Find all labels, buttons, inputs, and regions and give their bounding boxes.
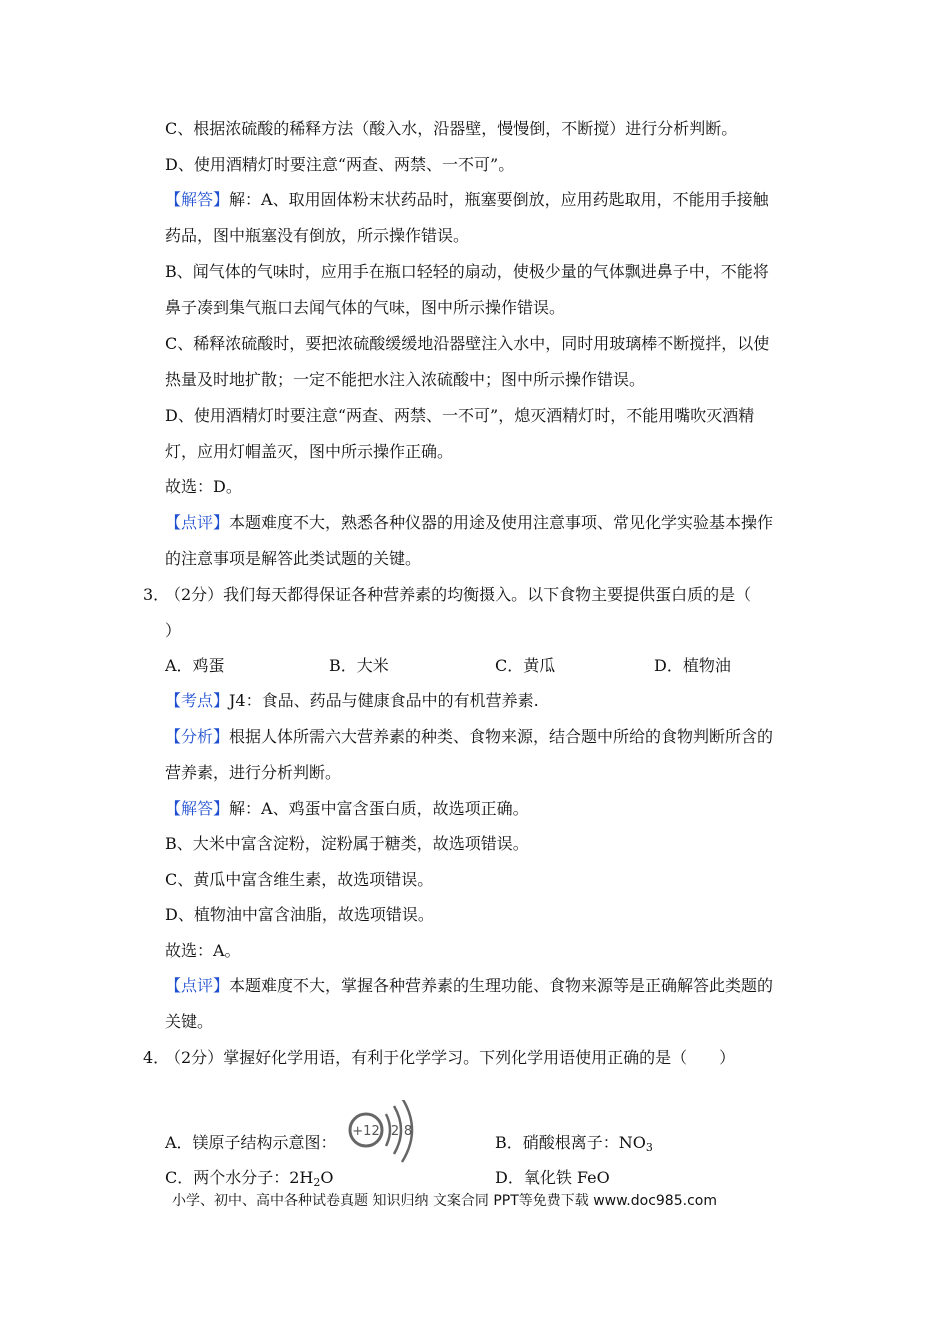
text-line-content: C、黄瓜中富含维生素，故选项错误。 bbox=[165, 870, 434, 889]
section-tag: 【解答】 bbox=[165, 799, 230, 818]
text-line-content: 故选：A。 bbox=[165, 941, 241, 960]
text-line-content: J4：食品、药品与健康食品中的有机营养素. bbox=[229, 691, 539, 710]
q4-option-c bbox=[165, 1168, 334, 1193]
text-line-content: D、使用酒精灯时要注意“两查、两禁、一不可”。 bbox=[165, 155, 515, 174]
q3-option-d: D．植物油 bbox=[654, 656, 731, 675]
text-line-content: 故选：D。 bbox=[165, 477, 242, 496]
text-line bbox=[165, 226, 469, 246]
text-line bbox=[165, 334, 769, 354]
q3-option-c: C．黄瓜 bbox=[495, 656, 556, 675]
text-line bbox=[165, 370, 645, 390]
text-line bbox=[165, 119, 737, 139]
text-line bbox=[165, 155, 514, 175]
q4-option-a: A．镁原子结构示意图： bbox=[165, 1133, 337, 1152]
text-line bbox=[165, 585, 751, 605]
text-line-content: （2分）我们每天都得保证各种营养素的均衡摄入。以下食物主要提供蛋白质的是（ bbox=[165, 585, 752, 604]
text-line-content: ） bbox=[165, 621, 182, 640]
footer-banner: 小学、初中、高中各种试卷真题 知识归纳 文案合同 PPT等免费下载 www.doc985.com bbox=[172, 1193, 717, 1209]
text-line bbox=[165, 442, 453, 462]
q4-option-c-subscript: 2 bbox=[313, 1176, 321, 1189]
text-line bbox=[165, 834, 529, 854]
text-line bbox=[165, 298, 565, 318]
text-line-content: 关键。 bbox=[165, 1012, 214, 1031]
atom-shell-1 bbox=[386, 1114, 390, 1146]
q4-option-d: D．氧化铁 FeO bbox=[495, 1168, 610, 1187]
section-tag: 【分析】 bbox=[165, 727, 230, 746]
text-line bbox=[165, 727, 773, 747]
q4-option-c-suffix: O bbox=[320, 1168, 334, 1187]
atom-shell-1-count: 2 bbox=[390, 1124, 400, 1139]
q3-option-a: A．鸡蛋 bbox=[165, 656, 225, 675]
text-line bbox=[165, 905, 434, 925]
text-line bbox=[165, 1012, 213, 1032]
text-line-content: B、大米中富含淀粉，淀粉属于糖类，故选项错误。 bbox=[165, 834, 529, 853]
section-tag: 【解答】 bbox=[165, 190, 230, 209]
text-line-content: D、植物油中富含油脂，故选项错误。 bbox=[165, 905, 434, 924]
text-line bbox=[165, 691, 539, 711]
text-line-content: 解：A、取用固体粉末状药品时，瓶塞要倒放，应用药匙取用，不能用手接触 bbox=[229, 190, 769, 209]
text-line bbox=[165, 406, 754, 426]
text-line bbox=[165, 870, 433, 890]
text-line bbox=[165, 477, 242, 497]
text-line-content: C、稀释浓硫酸时，要把浓硫酸缓缓地沿器壁注入水中，同时用玻璃棒不断搅拌，以使 bbox=[165, 334, 770, 353]
q4-option-c-text: C．两个水分子：2H bbox=[165, 1168, 314, 1187]
text-line-content: C、根据浓硫酸的稀释方法（酸入水，沿器壁，慢慢倒，不断搅）进行分析判断。 bbox=[165, 119, 738, 138]
question-4-number: 4． bbox=[143, 1048, 170, 1067]
text-line-content: 的注意事项是解答此类试题的关键。 bbox=[165, 549, 422, 568]
q4-option-b bbox=[495, 1133, 653, 1158]
text-line-content: 本题难度不大，熟悉各种仪器的用途及使用注意事项、常见化学实验基本操作 bbox=[229, 513, 774, 532]
atom-shell-2-count: 8 bbox=[403, 1124, 413, 1139]
text-line-content: 本题难度不大，掌握各种营养素的生理功能、食物来源等是正确解答此类题的 bbox=[229, 976, 774, 995]
atom-nucleus-charge: +12 bbox=[352, 1124, 380, 1139]
text-line-content: 鼻子凑到集气瓶口去闻气体的气味，图中所示操作错误。 bbox=[165, 298, 566, 317]
text-line-content: D、使用酒精灯时要注意“两查、两禁、一不可”，熄灭酒精灯时，不能用嘴吹灭酒精 bbox=[165, 406, 755, 425]
text-line-content: （2分）掌握好化学用语，有利于化学学习。下列化学用语使用正确的是（ ） bbox=[165, 1048, 736, 1067]
section-tag: 【点评】 bbox=[165, 976, 230, 995]
text-line-content: 药品，图中瓶塞没有倒放，所示操作错误。 bbox=[165, 226, 470, 245]
text-line bbox=[165, 190, 769, 210]
q4-option-b-text: B．硝酸根离子：NO bbox=[495, 1133, 646, 1152]
text-line-content: B、闻气体的气味时，应用手在瓶口轻轻的扇动，使极少量的气体飘进鼻子中，不能将 bbox=[165, 262, 769, 281]
text-line bbox=[165, 976, 773, 996]
text-line-content: 解：A、鸡蛋中富含蛋白质，故选项正确。 bbox=[229, 799, 529, 818]
text-line bbox=[165, 513, 773, 533]
text-line bbox=[165, 763, 341, 783]
text-line-content: 灯，应用灯帽盖灭，图中所示操作正确。 bbox=[165, 442, 454, 461]
section-tag: 【点评】 bbox=[165, 513, 230, 532]
text-line-content: 营养素，进行分析判断。 bbox=[165, 763, 342, 782]
section-tag: 【考点】 bbox=[165, 691, 230, 710]
text-line bbox=[165, 799, 529, 819]
text-line bbox=[165, 549, 421, 569]
magnesium-atom-diagram bbox=[342, 1100, 422, 1166]
question-3-number: 3． bbox=[143, 585, 170, 604]
text-line bbox=[165, 1048, 735, 1068]
q4-option-b-subscript: 3 bbox=[645, 1141, 653, 1154]
text-line bbox=[165, 941, 241, 961]
text-line bbox=[165, 621, 181, 641]
text-line-content: 根据人体所需六大营养素的种类、食物来源，结合题中所给的食物判断所含的 bbox=[229, 727, 774, 746]
text-line bbox=[165, 262, 769, 282]
text-line-content: 热量及时地扩散；一定不能把水注入浓硫酸中；图中所示操作错误。 bbox=[165, 370, 646, 389]
q3-option-b: B．大米 bbox=[329, 656, 389, 675]
